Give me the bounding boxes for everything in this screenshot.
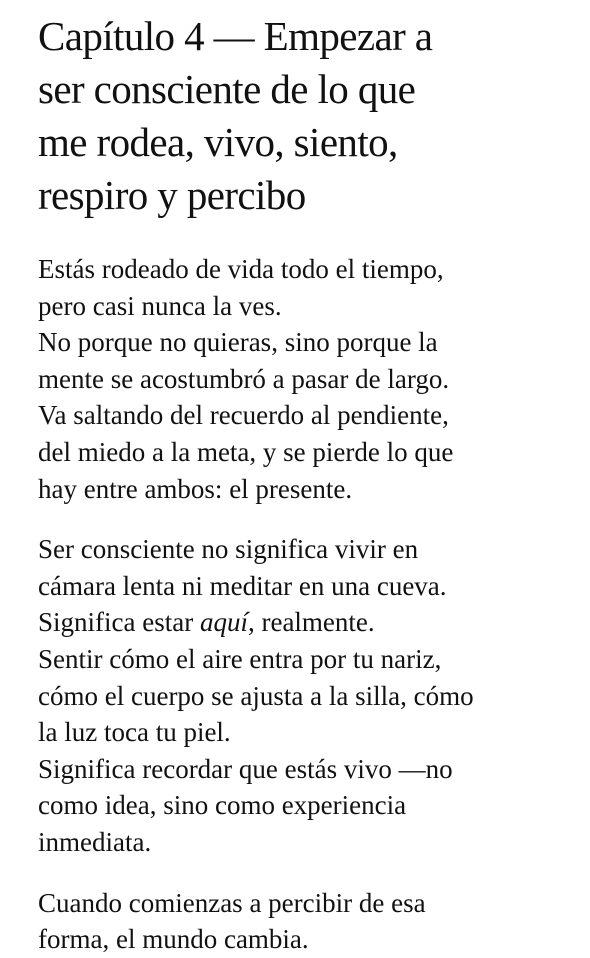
paragraph-2 [38, 531, 568, 860]
text-line: cámara lenta ni meditar en una cueva. [38, 570, 447, 601]
reading-page [38, 10, 568, 958]
paragraph-1 [38, 251, 568, 507]
text-line: hay entre ambos: el presente. [38, 473, 353, 504]
text-line: mente se acostumbró a pasar de largo. [38, 363, 450, 394]
emphasis-text: aquí [199, 607, 248, 638]
chapter-title-line: Capítulo 4 — Empezar a [38, 13, 433, 59]
text-line: forma, el mundo cambia. [38, 924, 309, 955]
text-line: Sentir cómo el aire entra por tu nariz, [38, 643, 442, 674]
text-line: pero casi nunca la ves. [38, 290, 282, 321]
chapter-title [38, 10, 568, 222]
text-line: Va saltando del recuerdo al pendiente, [38, 400, 449, 431]
text-line: cómo el cuerpo se ajusta a la silla, cómo [38, 680, 474, 711]
text-line: Ser consciente no significa vivir en [38, 534, 419, 565]
text-line: Significa recordar que estás vivo —no [38, 753, 453, 784]
chapter-title-line: me rodea, vivo, siento, [38, 119, 398, 165]
text-span: Significa estar [38, 607, 200, 638]
text-span: , realmente. [247, 607, 375, 638]
text-line: del miedo a la meta, y se pierde lo que [38, 436, 454, 467]
text-line: Cuando comienzas a percibir de esa [38, 887, 426, 918]
chapter-title-line: respiro y percibo [38, 172, 306, 218]
text-line: como idea, sino como experiencia [38, 790, 407, 821]
chapter-title-line: ser consciente de lo que [38, 66, 416, 112]
text-line [38, 604, 568, 641]
text-line: No porque no quieras, sino porque la [38, 327, 438, 358]
text-line: inmediata. [38, 826, 152, 857]
paragraph-3 [38, 885, 568, 958]
text-line: Estás rodeado de vida todo el tiempo, [38, 254, 444, 284]
text-line: la luz toca tu piel. [38, 717, 231, 748]
